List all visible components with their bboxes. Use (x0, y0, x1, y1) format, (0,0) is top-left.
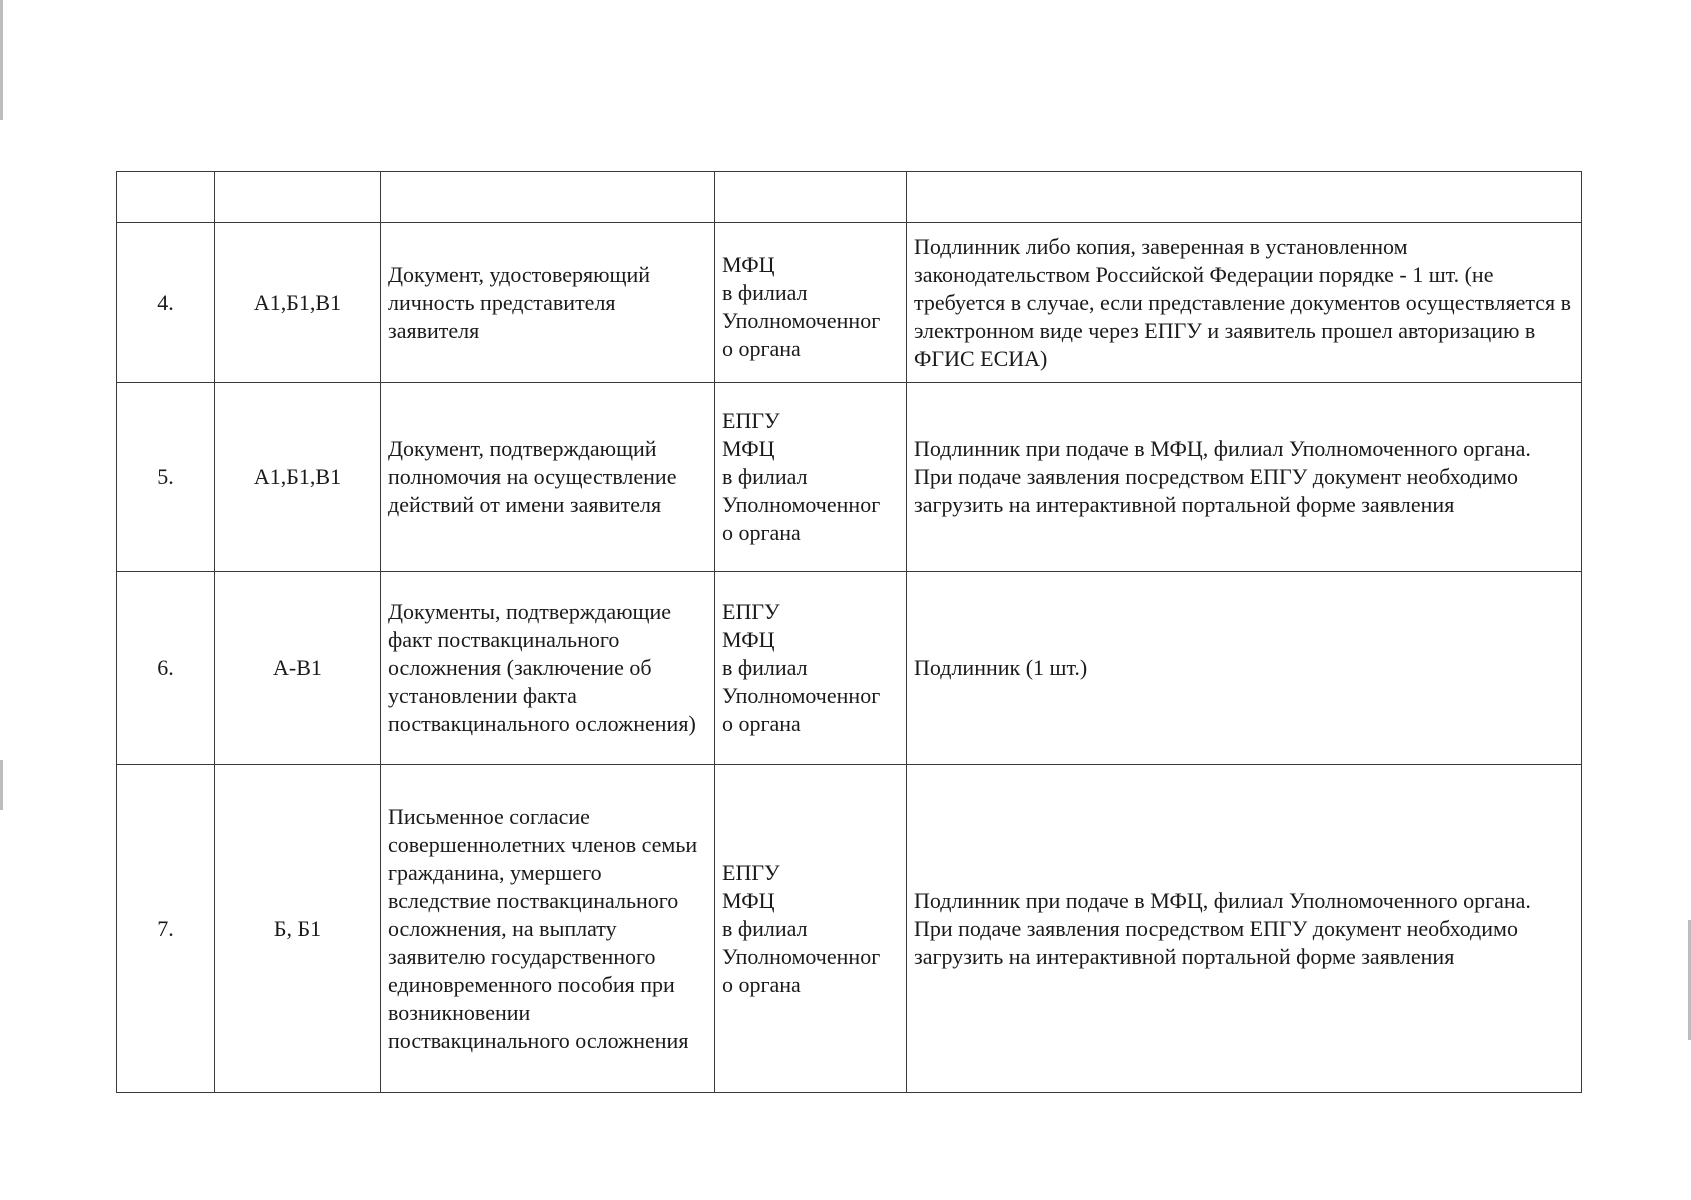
applicant-category: Б, Б1 (215, 765, 381, 1093)
table-row (117, 223, 1582, 383)
document-name: Документ, удостоверяющий личность представителя заявителя (381, 223, 715, 383)
submission-place: МФЦ в филиал Уполномоченног о органа (715, 223, 907, 383)
applicant-category: А1,Б1,В1 (215, 383, 381, 572)
applicant-category: А1,Б1,В1 (215, 223, 381, 383)
table-row (117, 572, 1582, 765)
document-form: Подлинник при подаче в МФЦ, филиал Уполномоченного органа. При подаче заявления посредством ЕПГУ документ необходимо загрузить на интерактивной портальной форме заявления (907, 765, 1582, 1093)
row-number: 7. (117, 765, 215, 1093)
applicant-category: А-В1 (215, 572, 381, 765)
document-form: Подлинник при подаче в МФЦ, филиал Уполномоченного органа. При подаче заявления посредством ЕПГУ документ необходимо загрузить на интерактивной портальной форме заявления (907, 383, 1582, 572)
row-number: 4. (117, 223, 215, 383)
table-cell (117, 172, 215, 223)
document-name: Документы, подтверждающие факт поствакцинального осложнения (заключение об установлении факта поствакцинального осложнения) (381, 572, 715, 765)
table-header-row-blank (117, 172, 1582, 223)
scan-edge-mark (0, 0, 3, 120)
table-cell (907, 172, 1582, 223)
table-cell (215, 172, 381, 223)
table-cell (381, 172, 715, 223)
submission-place: ЕПГУ МФЦ в филиал Уполномоченног о органа (715, 572, 907, 765)
table-row (117, 765, 1582, 1093)
submission-place: ЕПГУ МФЦ в филиал Уполномоченног о органа (715, 383, 907, 572)
documents-table (116, 171, 1582, 1093)
document-form: Подлинник либо копия, заверенная в установленном законодательством Российской Федерации порядке - 1 шт. (не требуется в случае, если представление документов осуществляется в электронном виде через ЕПГУ и заявитель прошел авторизацию в ФГИС ЕСИА) (907, 223, 1582, 383)
row-number: 6. (117, 572, 215, 765)
table-row (117, 383, 1582, 572)
document-form: Подлинник (1 шт.) (907, 572, 1582, 765)
document-name: Письменное согласие совершеннолетних членов семьи гражданина, умершего вследствие поствакцинального осложнения, на выплату заявителю государственного единовременного пособия при возникновении поствакцинального осложнения (381, 765, 715, 1093)
scan-edge-mark (0, 760, 3, 810)
submission-place: ЕПГУ МФЦ в филиал Уполномоченног о органа (715, 765, 907, 1093)
row-number: 5. (117, 383, 215, 572)
table-cell (715, 172, 907, 223)
document-name: Документ, подтверждающий полномочия на осуществление действий от имени заявителя (381, 383, 715, 572)
